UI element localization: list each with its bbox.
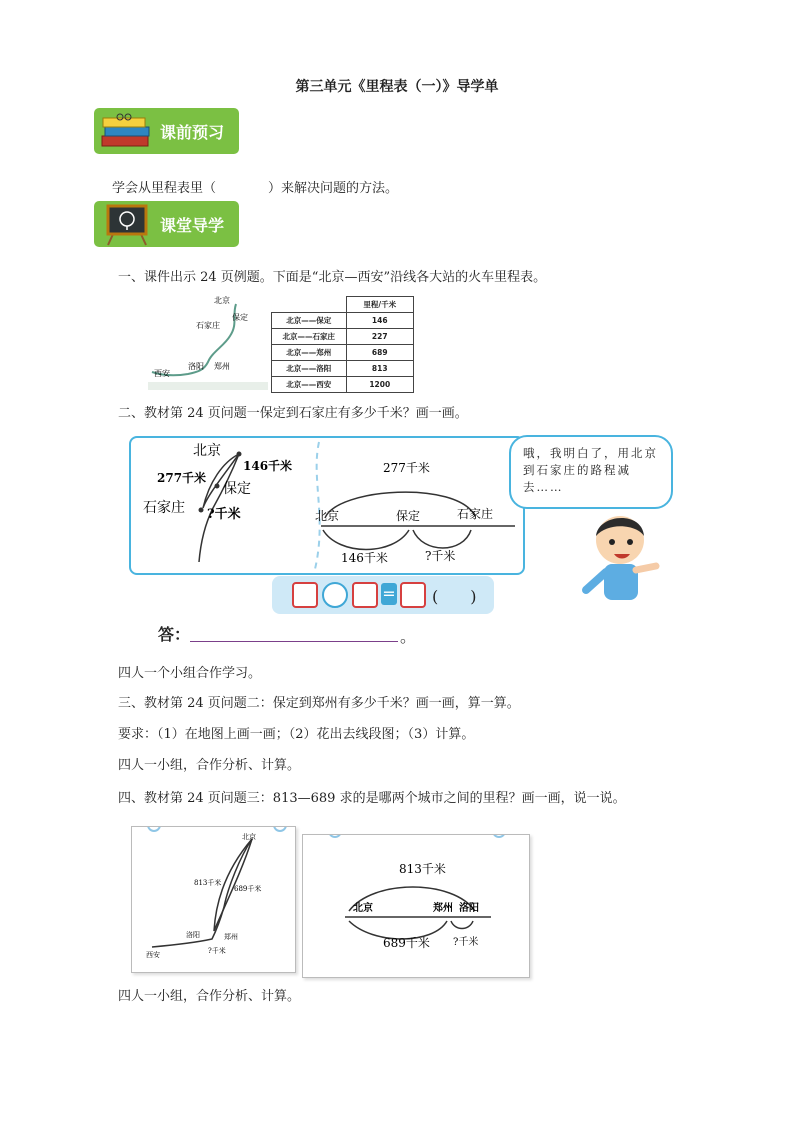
table-cell: 227 <box>346 329 414 345</box>
blackboard-icon <box>102 204 152 246</box>
question-3-text: 三、教材第 24 页问题二：保定到郑州有多少千米？画一画，算一算。 <box>118 696 520 711</box>
map-distance-146: 146千米 <box>243 459 293 473</box>
table-row <box>272 361 414 377</box>
boy-illustration <box>578 506 662 604</box>
card2-zhengzhou-label: 郑州 <box>433 903 453 914</box>
answer-line[interactable] <box>190 641 398 642</box>
map-unknown-label: ?千米 <box>207 507 241 522</box>
card2-unknown-label: ?千米 <box>453 937 479 948</box>
map-distance-277: 277千米 <box>157 471 207 485</box>
speech-bubble <box>509 435 673 509</box>
table-row <box>272 329 414 345</box>
map-label-zhengzhou: 郑州 <box>214 362 230 371</box>
diagram-panel <box>129 436 525 575</box>
map-shijiazhuang-label: 石家庄 <box>143 500 185 516</box>
railway-map <box>148 294 268 390</box>
page-title: 第三单元《里程表（一）》导学单 <box>295 79 499 95</box>
card1-beijing-label: 北京 <box>242 833 256 841</box>
speech-text: 哦，我明白了，用北京到石家庄的路程减去…… <box>523 446 658 494</box>
diagram-drawing <box>131 438 523 573</box>
line-unknown-label: ?千米 <box>425 549 456 563</box>
class-guide-banner-label: 课堂导学 <box>160 216 225 235</box>
preview-banner-label: 课前预习 <box>160 123 225 142</box>
operator-circle[interactable] <box>322 582 348 608</box>
table-cell: 北京——郑州 <box>272 345 347 361</box>
card2-luoyang-label: 洛阳 <box>459 903 479 914</box>
mileage-table-header: 里程/千米 <box>346 297 414 313</box>
preview-text: 学会从里程表里（ ）来解决问题的方法。 <box>112 181 399 196</box>
table-row <box>272 377 414 393</box>
card1-xian-label: 西安 <box>146 951 160 959</box>
card1-689-label: 689千米 <box>234 885 262 893</box>
question-1-text: 一、课件出示 24 页例题。下面是“北京—西安”沿线各大站的火车里程表。 <box>118 270 547 285</box>
equation-strip <box>272 576 494 614</box>
card1-813-label: 813千米 <box>194 879 222 887</box>
question-4-text: 四、教材第 24 页问题三：813—689 求的是哪两个城市之间的里程？画一画，说一说。 <box>118 791 626 806</box>
minuend-box[interactable] <box>292 582 318 608</box>
subtrahend-box[interactable] <box>352 582 378 608</box>
line-card-drawing <box>303 835 529 977</box>
map-baoding-label: 保定 <box>223 481 251 497</box>
equals-sign: = <box>382 584 396 603</box>
card1-unknown-label: ?千米 <box>208 947 226 955</box>
map-label-xian: 西安 <box>154 369 170 378</box>
card2-689-label: 689千米 <box>383 936 430 950</box>
map-card-drawing <box>132 827 295 972</box>
unit-parens: ( ) <box>432 587 477 606</box>
map-label-shijiazhuang: 石家庄 <box>196 321 220 330</box>
table-cell: 689 <box>346 345 414 361</box>
card2-beijing-label: 北京 <box>353 903 373 914</box>
result-box[interactable] <box>400 582 426 608</box>
answer-label: 答： <box>158 625 191 644</box>
table-cell: 813 <box>346 361 414 377</box>
question-2-text: 二、教材第 24 页问题一保定到石家庄有多少千米？画一画。 <box>118 406 468 421</box>
line-total-label: 277千米 <box>383 461 430 475</box>
note-3: 四人一小组，合作分析、计算。 <box>118 989 301 1004</box>
table-row <box>272 313 414 329</box>
map-card <box>131 826 296 973</box>
map-label-luoyang: 洛阳 <box>188 362 204 371</box>
line-card <box>302 834 530 978</box>
table-cell: 北京——洛阳 <box>272 361 347 377</box>
answer-period: 。 <box>400 627 417 646</box>
books-icon <box>100 112 154 152</box>
card1-zhengzhou-label: 郑州 <box>224 933 238 941</box>
mileage-table <box>271 296 414 393</box>
class-guide-banner <box>94 201 239 247</box>
table-cell: 北京——石家庄 <box>272 329 347 345</box>
line-beijing-label: 北京 <box>315 509 340 523</box>
note-2: 四人一小组，合作分析、计算。 <box>118 758 301 773</box>
note-1: 四人一个小组合作学习。 <box>118 666 262 681</box>
card2-813-label: 813千米 <box>399 862 446 876</box>
line-baoding-label: 保定 <box>396 509 421 523</box>
table-cell: 北京——保定 <box>272 313 347 329</box>
table-cell: 146 <box>346 313 414 329</box>
map-label-baoding: 保定 <box>232 313 248 322</box>
line-146-label: 146千米 <box>341 551 388 565</box>
map-label-beijing: 北京 <box>214 296 230 305</box>
table-row <box>272 345 414 361</box>
preview-banner <box>94 108 239 154</box>
card1-luoyang-label: 洛阳 <box>186 931 200 939</box>
table-cell: 北京——西安 <box>272 377 347 393</box>
table-cell: 1200 <box>346 377 414 393</box>
map-beijing-label: 北京 <box>193 443 221 459</box>
question-3-requirement: 要求：（1）在地图上画一画；（2）花出去线段图；（3）计算。 <box>118 727 475 742</box>
line-shijiazhuang-label: 石家庄 <box>457 507 494 521</box>
